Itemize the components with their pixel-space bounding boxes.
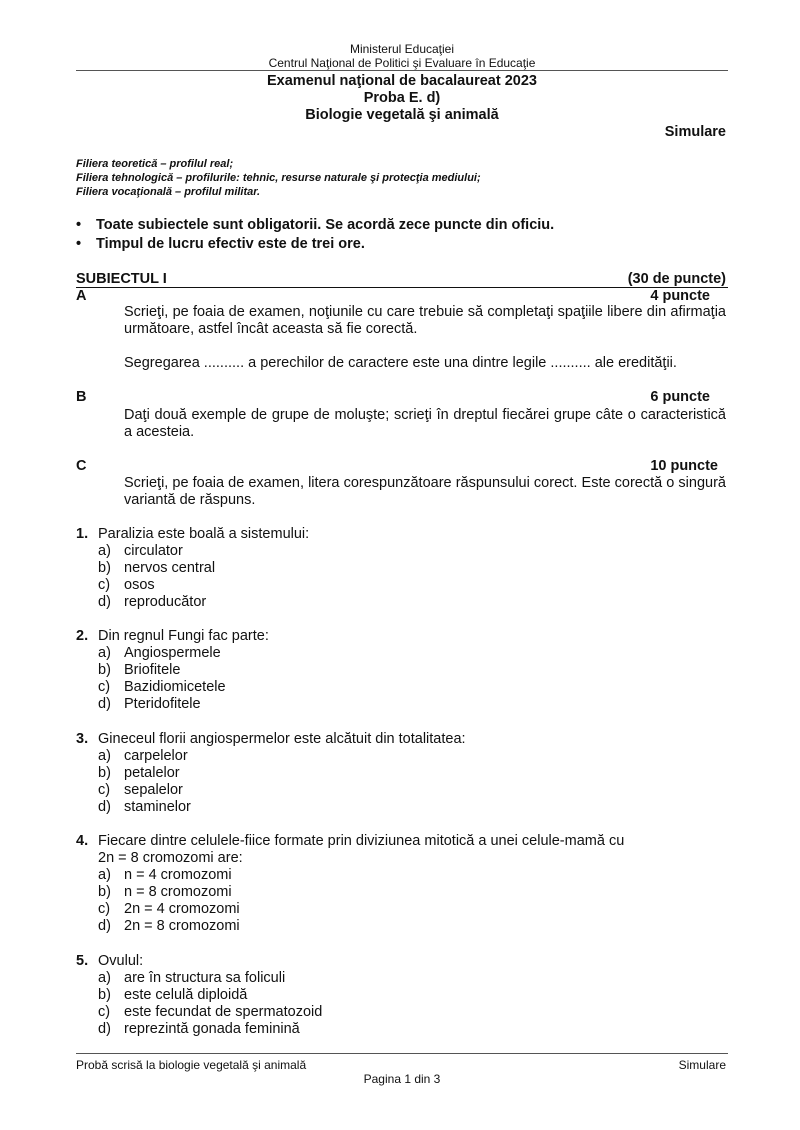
q1-option-a-text: circulator — [124, 543, 183, 559]
question-5-number: 5. — [76, 953, 89, 969]
q5-option-d-text: reprezintă gonada feminină — [124, 1021, 300, 1037]
q3-option-b-letter: b) — [98, 765, 111, 781]
q5-option-c-text: este fecundat de spermatozoid — [124, 1004, 323, 1020]
q5-option-b-text: este celulă diploidă — [124, 987, 248, 1003]
question-5-text: Ovulul: — [98, 953, 144, 969]
question-1-number: 1. — [76, 526, 89, 542]
q4-option-b-text: n = 8 cromozomi — [124, 884, 232, 900]
bullet-icon: • — [76, 236, 82, 252]
part-b-instruction: Daţi două exemple de grupe de moluşte; scrieţi în dreptul fiecărei grupe câte o caracteristică a acesteia. — [124, 407, 726, 440]
part-a-points: 4 puncte — [650, 288, 710, 304]
filiera-line-3: Filiera vocaţională – profilul militar. — [76, 186, 260, 198]
filiera-line-2: Filiera tehnologică – profilurile: tehnic, resurse naturale şi protecţia mediului; — [76, 172, 481, 184]
q1-option-b-letter: b) — [98, 560, 111, 576]
q4-option-c-text: 2n = 4 cromozomi — [124, 901, 240, 917]
part-a-instruction: Scrieţi, pe foaia de examen, noţiunile cu care trebuie să completaţi spaţiile libere din afirmaţia următoare, astfel încât aceasta să fie corectă. — [124, 304, 726, 337]
q1-option-c-letter: c) — [98, 577, 111, 593]
subject-points: (30 de puncte) — [627, 271, 726, 287]
question-2-number: 2. — [76, 628, 89, 644]
q3-option-c-text: sepalelor — [124, 782, 183, 798]
part-c-letter: C — [76, 458, 87, 474]
footer-divider — [76, 1053, 728, 1054]
q4-option-c-letter: c) — [98, 901, 111, 917]
q5-option-b-letter: b) — [98, 987, 111, 1003]
part-b-letter: B — [76, 389, 87, 405]
header-center: Centrul Naţional de Politici şi Evaluare în Educaţie — [268, 56, 536, 70]
session-label: Simulare — [664, 124, 726, 140]
q2-option-d-text: Pteridofitele — [124, 696, 201, 712]
exam-title: Examenul naţional de bacalaureat 2023 — [267, 73, 537, 89]
q1-option-d-text: reproducător — [124, 594, 207, 610]
question-3-number: 3. — [76, 731, 89, 747]
q3-option-b-text: petalelor — [124, 765, 180, 781]
exam-subject: Biologie vegetală şi animală — [305, 107, 499, 123]
q2-option-c-letter: c) — [98, 679, 111, 695]
q2-option-d-letter: d) — [98, 696, 111, 712]
q2-option-b-letter: b) — [98, 662, 111, 678]
part-b-points: 6 puncte — [650, 389, 710, 405]
subject-title: SUBIECTUL I — [76, 271, 167, 287]
q1-option-d-letter: d) — [98, 594, 111, 610]
header-ministry: Ministerul Educaţiei — [349, 42, 455, 56]
question-4-text-cont: 2n = 8 cromozomi are: — [98, 850, 243, 866]
question-4-number: 4. — [76, 833, 89, 849]
q5-option-a-text: are în structura sa foliculi — [124, 970, 286, 986]
part-c-points: 10 puncte — [650, 458, 718, 474]
q4-option-b-letter: b) — [98, 884, 111, 900]
q4-option-a-text: n = 4 cromozomi — [124, 867, 232, 883]
page-number: Pagina 1 din 3 — [363, 1072, 441, 1086]
q3-option-a-text: carpelelor — [124, 748, 188, 764]
subject-heading — [76, 271, 728, 288]
question-4-text: Fiecare dintre celulele-fiice formate prin diviziunea mitotică a unei celule-mamă cu — [98, 833, 625, 849]
q1-option-b-text: nervos central — [124, 560, 216, 576]
rule-item-2: • Timpul de lucru efectiv este de trei ore. — [76, 236, 365, 252]
question-1-text: Paralizia este boală a sistemului: — [98, 526, 310, 542]
question-2-text: Din regnul Fungi fac parte: — [98, 628, 269, 644]
part-a-letter: A — [76, 288, 87, 304]
question-3-text: Gineceul florii angiospermelor este alcătuit din totalitatea: — [98, 731, 466, 747]
q5-option-c-letter: c) — [98, 1004, 111, 1020]
q4-option-a-letter: a) — [98, 867, 111, 883]
q4-option-d-text: 2n = 8 cromozomi — [124, 918, 240, 934]
exam-proba: Proba E. d) — [363, 90, 441, 106]
q4-option-d-letter: d) — [98, 918, 111, 934]
q3-option-d-letter: d) — [98, 799, 111, 815]
q2-option-b-text: Briofitele — [124, 662, 181, 678]
q5-option-d-letter: d) — [98, 1021, 111, 1037]
q5-option-a-letter: a) — [98, 970, 111, 986]
q3-option-c-letter: c) — [98, 782, 111, 798]
header-divider — [76, 70, 728, 71]
filiera-line-1: Filiera teoretică – profilul real; — [76, 158, 234, 170]
q2-option-a-letter: a) — [98, 645, 111, 661]
q1-option-a-letter: a) — [98, 543, 111, 559]
q3-option-d-text: staminelor — [124, 799, 191, 815]
footer-left: Probă scrisă la biologie vegetală şi animală — [76, 1058, 307, 1072]
q3-option-a-letter: a) — [98, 748, 111, 764]
bullet-icon: • — [76, 217, 82, 233]
part-c-instruction: Scrieţi, pe foaia de examen, litera corespunzătoare răspunsului corect. Este corectă o singură variantă de răspuns. — [124, 475, 726, 508]
q2-option-c-text: Bazidiomicetele — [124, 679, 226, 695]
rule-item-1: • Toate subiectele sunt obligatorii. Se acordă zece puncte din oficiu. — [76, 217, 555, 233]
q1-option-c-text: osos — [124, 577, 155, 593]
q2-option-a-text: Angiospermele — [124, 645, 221, 661]
part-a-statement: Segregarea .......... a perechilor de caractere este una dintre legile .......... ale eredităţii. — [124, 355, 677, 371]
footer-right: Simulare — [678, 1058, 726, 1072]
